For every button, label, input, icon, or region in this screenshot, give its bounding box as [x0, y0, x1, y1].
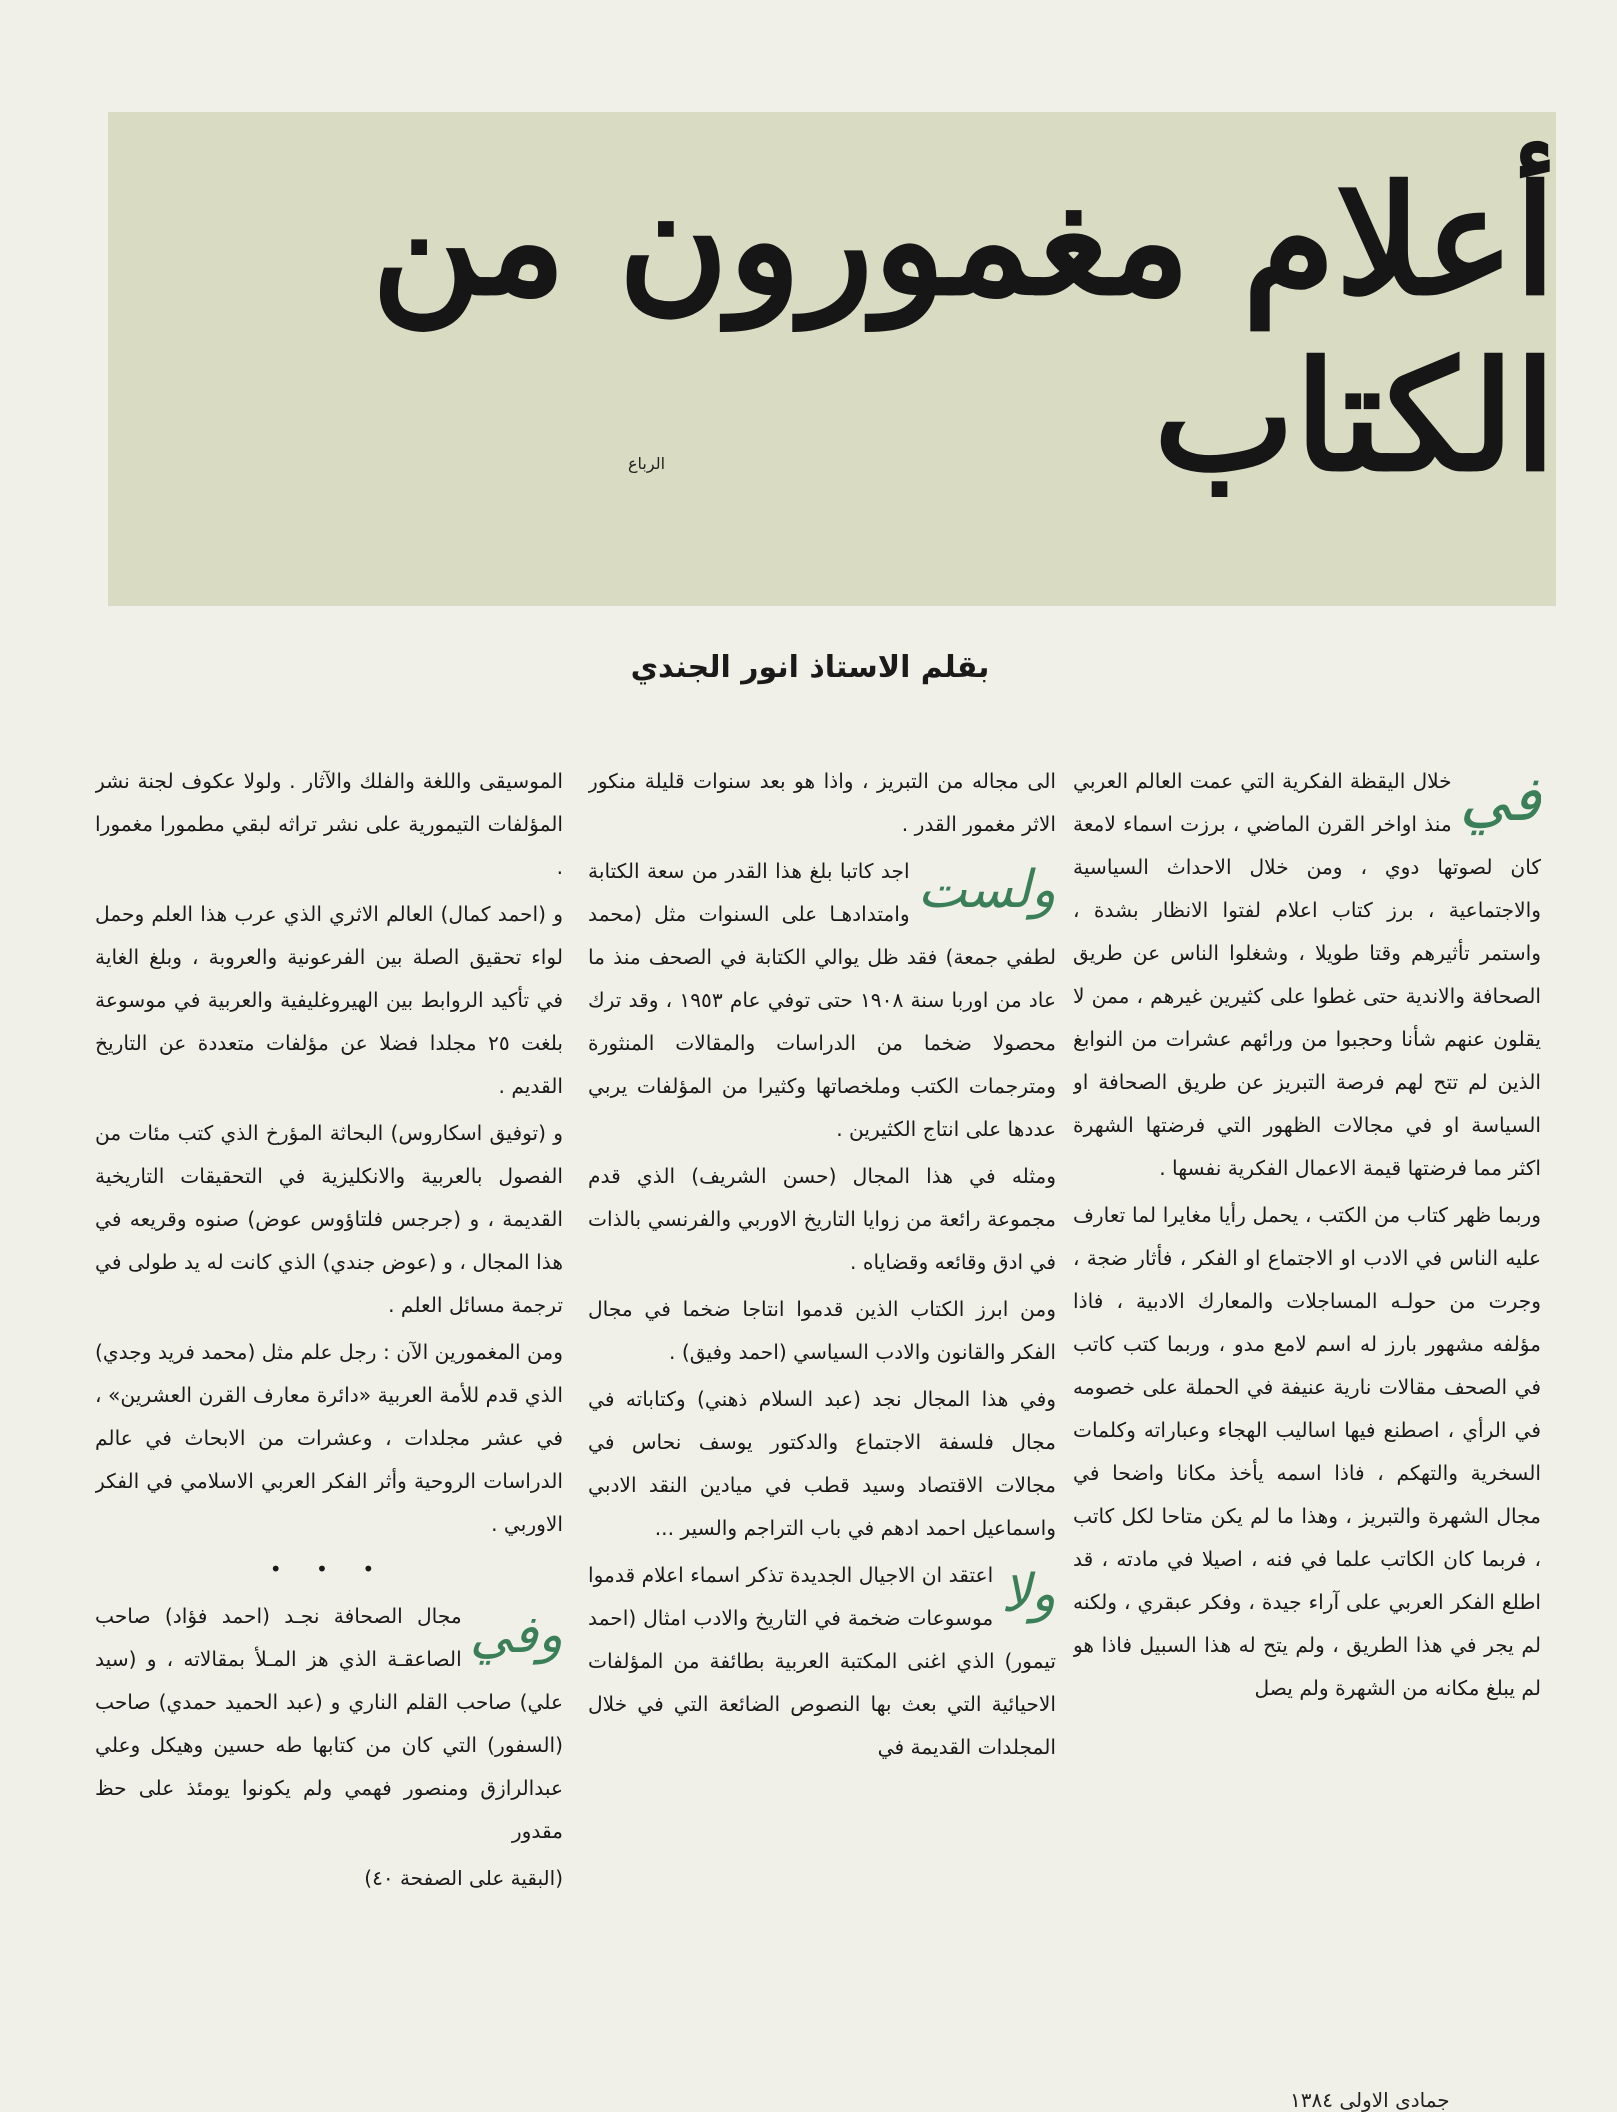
drop-cap: وفي: [469, 1605, 563, 1665]
paragraph: ومن المغمورين الآن : رجل علم مثل (محمد فريد وجدي) الذي قدم للأمة العربية «دائرة معارف القرن العشرين» ، في عشر مجلدات ، وعشرات من الابحاث في عالم الدراسات الروحية وأثر الفكر العربي الاسلامي في الفكر الاوربي .: [95, 1340, 563, 1536]
page-title: أعلام مغمورون من الكتاب: [371, 153, 1556, 505]
paragraph: الى مجاله من التبريز ، واذا هو بعد سنوات قليلة منكور الاثر مغمور القدر .: [588, 769, 1056, 836]
drop-cap: في: [1459, 762, 1541, 835]
paragraph: الموسيقى واللغة والفلك والآثار . ولولا عكوف لجنة نشر المؤلفات التيمورية على نشر تراثه لبقي مطمورا مغمورا .: [95, 769, 563, 879]
paragraph: و (احمد كمال) العالم الاثري الذي عرب هذا العلم وحمل لواء تحقيق الصلة بين الفرعونية والعروبة ، وبلغ الغاية في تأكيد الروابط بين الهيروغليفية والعربية في موسوعة بلغت ٢٥ مجلدا فضلا عن مؤلفات متعددة عن التاريخ القديم .: [95, 902, 563, 1098]
title-banner: [108, 112, 1556, 606]
paragraph-with-drop: [588, 850, 1056, 1151]
paragraph: ومثله في هذا المجال (حسن الشريف) الذي قدم مجموعة رائعة من زوايا التاريخ الاوربي والفرنسي بالذات في ادق وقائعه وقضاياه .: [588, 1164, 1056, 1274]
column-left: [95, 760, 563, 2050]
continued-note: (البقية على الصفحة ٤٠): [364, 1866, 563, 1890]
section-separator: • • •: [269, 1557, 389, 1581]
page-footer-date: جمادى الاولى ١٣٨٤: [1290, 2088, 1450, 2112]
paragraph-text: مجال الصحافة نجـد (احمد فؤاد) صاحب الصاعقـة الذي هز المـلأ بمقالاته ، و (سيد علي) صاحب القلم الناري و (عبد الحميد حمدي) صاحب (السفور) التي كان من كتابها طه حسين وهيكل وعلي عبدالرازق ومنصور فهمي ولم يكونوا يومئذ على حظ مقدور: [95, 1604, 563, 1843]
paragraph-text: اجد كاتبا بلغ هذا القدر من سعة الكتابة وامتدادهـا على السنوات مثل (محمد لطفي جمعة) فقد ظل يوالي الكتابة في الصحف منذ ما عاد من اوربا سنة ١٩٠٨ حتى توفي عام ١٩٥٣ ، وقد ترك محصولا ضخما من الدراسات والمقالات المنثورة ومترجمات الكتب وملخصاتها وكثيرا من المؤلفات يربي عددها على انتاج الكثيرين .: [588, 859, 1056, 1141]
paragraph-text: اعتقد ان الاجيال الجديدة تذكر اسماء اعلام قدموا موسوعات ضخمة في التاريخ والادب امثال (احمد تيمور) الذي اغنى المكتبة العربية بطائفة من المؤلفات الاحيائية التي بعث بها النصوص الضائعة التي في خلال المجلدات القديمة في: [588, 1563, 1056, 1759]
paragraph: وربما ظهر كتاب من الكتب ، يحمل رأيا مغايرا لما تعارف عليه الناس في الادب او الاجتماع او الفكر ، فأثار ضجة ، وجرت من حولـه المساجلات والمعارك الادبية ، فاذا مؤلفه مشهور بارز له اسم لامع مدو ، وربما كتب كاتب في الصحف مقالات نارية عنيفة في الحملة على خصومه في الرأي ، اصطنع فيها اساليب الهجاء وعباراته وكلمات السخرية والتهكم ، فاذا اسمه يأخذ مكانا واضحا في مجال الشهرة والتبريز ، وهذا ما لم يكن متاحا لكل كاتب ، فربما كان الكاتب علما في فنه ، اصيلا في مادته ، قد اطلع الفكر العربي على آراء جيدة ، وفكر عبقري ، ولكنه لم يجر في هذا الطريق ، ولم يتح له هذا السبيل فاذا هو لم يبلغ مكانه من الشهرة ولم يصل: [1073, 1203, 1541, 1700]
drop-cap: ولست: [917, 860, 1056, 920]
paragraph: وفي هذا المجال نجد (عبد السلام ذهني) وكتاباته في مجال فلسفة الاجتماع والدكتور يوسف نحاس في مجالات الاقتصاد وسيد قطب في ميادين النقد الادبي واسماعيل احمد ادهم في باب التراجم والسير ...: [588, 1387, 1056, 1540]
paragraph: و (توفيق اسكاروس) البحاثة المؤرخ الذي كتب مئات من الفصول بالعربية والانكليزية في التحقيقات التاريخية القديمة ، و (جرجس فلتاؤوس عوض) صنوه وقريعه في هذا المجال ، و (عوض جندي) الذي كانت له يد طولى في ترجمة مسائل العلم .: [95, 1121, 563, 1317]
paragraph: ومن ابرز الكتاب الذين قدموا انتاجا ضخما في مجال الفكر والقانون والادب السياسي (احمد وفيق) .: [588, 1297, 1056, 1364]
paragraph: خلال اليقظة الفكرية التي عمت العالم العربي منذ اواخر القرن الماضي ، برزت اسماء لامعة كان لصوتها دوي ، ومن خلال الاحداث السياسية والاجتماعية ، برز كتاب اعلام لفتوا الانظار بشدة ، واستمر تأثيرهم وقتا طويلا ، وشغلوا الناس عن طريق الصحافة والاندية حتى غطوا على كثيرين غيرهم ، ممن لا يقلون عنهم شأنا وحجبوا من ورائهم عشرات من النوابغ الذين لم تتح لهم فرصة التبريز عن طريق الصحافة او السياسة او في مجالات الظهور التي فرضتها الشهرة اكثر مما فرضتها قيمة الاعمال الفكرية نفسها .: [1073, 769, 1541, 1180]
column-right: [1073, 760, 1541, 2050]
drop-cap: ولا: [1001, 1564, 1056, 1624]
calligrapher-signature: الرباع: [628, 454, 666, 473]
paragraph-with-drop: [95, 1595, 563, 1853]
column-middle: [588, 760, 1056, 2050]
paragraph-with-drop: [588, 1554, 1056, 1769]
author-byline: بقلم الاستاذ انور الجندي: [630, 650, 990, 685]
